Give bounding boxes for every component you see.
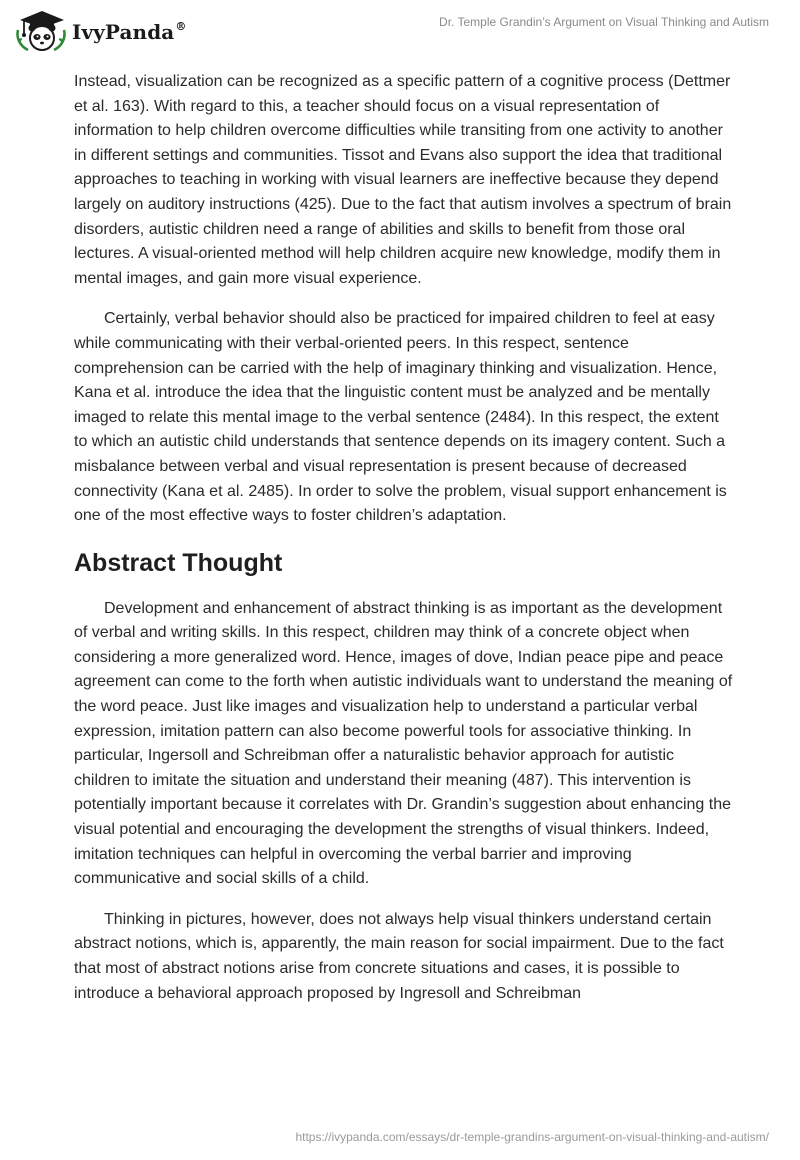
source-url[interactable]: https://ivypanda.com/essays/dr-temple-grandins-argument-on-visual-thinking-and-autism/ [295,1130,769,1144]
panda-graduation-cap-icon [14,8,66,54]
page-header [0,0,800,60]
paragraph-1: Instead, visualization can be recognized as a specific pattern of a cognitive process (Dettmer et al. 163). With regard to this, a teacher should focus on a visual representation of information to help children overcome difficulties while transiting from one activity to another in different settings and communities. Tissot and Evans also support the idea that traditional approaches to teaching in working with visual learners are ineffective because they depend largely on auditory instructions (425). Due to the fact that autism involves a spectrum of brain disorders, autistic children need a range of abilities and skills to benefit from those oral lectures. A visual-oriented method will help children acquire new knowledge, modify them in mental images, and gain more visual experience. [74,73,732,287]
paragraph-4: Thinking in pictures, however, does not always help visual thinkers understand certain abstract notions, which is, apparently, the main reason for social impairment. Due to the fact that most of abstract notions arise from concrete situations and cases, it is possible to introduce a behavioral approach proposed by Ingresoll and Schreibman [74,910,724,1002]
section-heading: Abstract Thought [74,548,283,577]
paragraph-2: Certainly, verbal behavior should also be practiced for impaired children to feel at easy while communicating with their verbal-oriented peers. In this respect, sentence comprehension can be carried with the help of imaginary thinking and visualization. Hence, Kana et al. introduce the idea that the linguistic content must be analyzed and be mentally imaged to relate this mental image to the verbal sentence (2484). In this respect, the extent to which an autistic child understands that sentence depends on its imagery content. Such a misbalance between verbal and visual representation is present because of decreased connectivity (Kana et al. 2485). In order to solve the problem, visual support enhancement is one of the most effective ways to foster children’s adaptation. [74,310,727,525]
document-title: Dr. Temple Grandin’s Argument on Visual Thinking and Autism [439,15,769,29]
paragraph-3: Development and enhancement of abstract thinking is as important as the development of verbal and writing skills. In this respect, children may think of a concrete object when considering a more generalized word. Hence, images of dove, Indian peace pipe and peace agreement can come to the forth when autistic individuals want to understand the meaning of the word peace. Just like images and visualization help to understand a particular verbal expression, imitation pattern can also become powerful tools for associative thinking. In particular, Ingersoll and Schreibman offer a naturalistic behavior approach for autistic children to imitate the situation and understand their meaning (487). This intervention is potentially important because it correlates with Dr. Grandin’s suggestion about enhancing the visual potential and encouraging the development the strengths of visual thinkers. Indeed, imitation techniques can helpful in overcoming the verbal barrier and improving communicative and social skills of a child. [74,599,733,888]
site-logo[interactable] [14,8,186,54]
essay-body [74,70,734,1022]
logo-wordmark: IvyPanda® [72,20,187,44]
